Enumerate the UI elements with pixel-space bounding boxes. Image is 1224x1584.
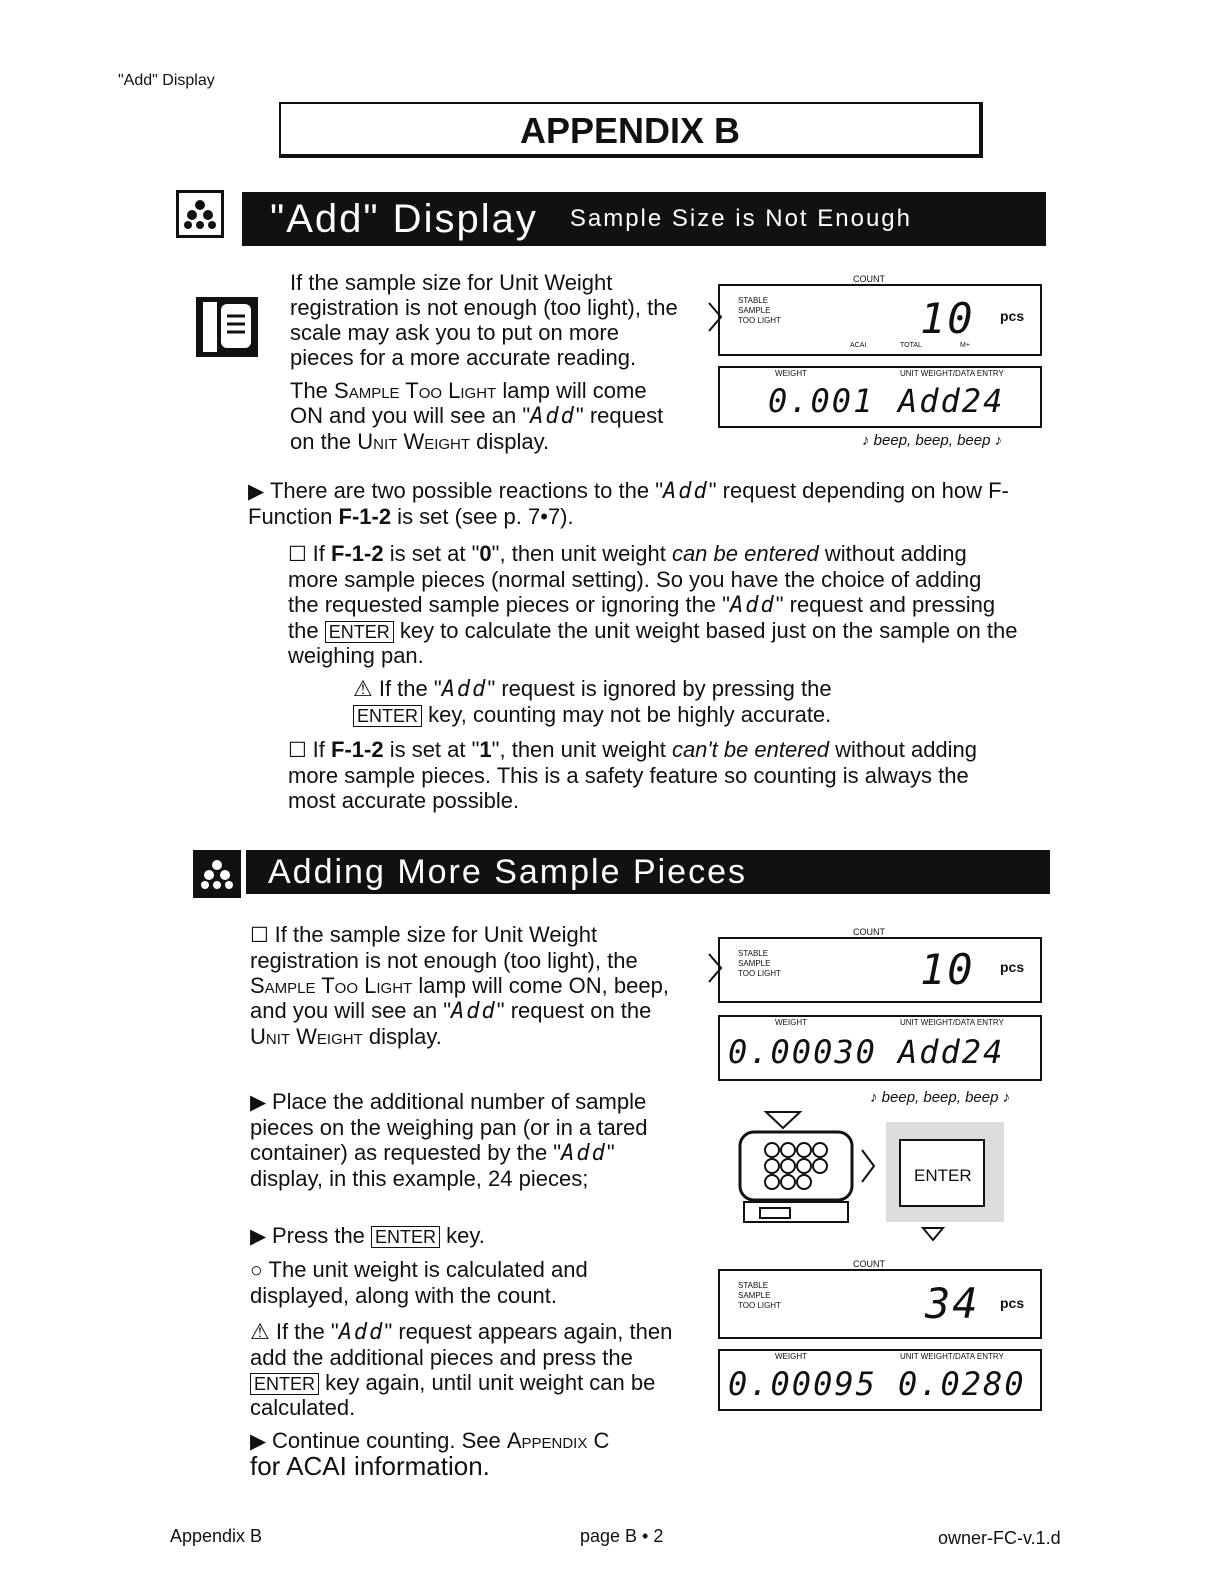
unit-weight-readout: Add24 (898, 382, 1005, 420)
intro-text (290, 270, 680, 454)
footer-page-number: page B • 2 (580, 1526, 664, 1546)
intro-paragraph-2: The Sample Too Light lamp will come ON and you will see an "Add" request on the Unit Weight display. (290, 378, 664, 454)
section-title: "Add" Display (270, 196, 538, 241)
weight-readout: 0.00095 (728, 1365, 877, 1403)
scale-display-3: COUNT STABLE SAMPLE TOO LIGHT 34 pcs WEIGHT UNIT WEIGHT/DATA ENTRY 0.00095 0.0280 (708, 1257, 1048, 1417)
step-4: ○ The unit weight is calculated and displayed, along with the count. (250, 1257, 588, 1308)
warning-paragraph: ⚠ If the "Add" request is ignored by pressing the ENTER key, counting may not be highly accurate. (353, 676, 832, 727)
section-banner-add-display (242, 192, 1046, 246)
scale-display-2: COUNT STABLE SAMPLE TOO LIGHT 10 pcs WEIGHT UNIT WEIGHT/DATA ENTRY 0.00030 Add24 ♪ beep, beep, beep ♪ (708, 925, 1048, 1115)
weight-readout: 0.00030 (728, 1033, 877, 1071)
scale-pan-icon (738, 1110, 1038, 1250)
step-1: ☐ If the sample size for Unit Weight registration is not enough (too light), the Sample Too Light lamp will come ON, beep, and you will see an "Add" request on the Unit Weight display. (250, 922, 669, 1049)
section-subtitle: Sample Size is Not Enough (569, 205, 913, 232)
running-head: "Add" Display (118, 72, 215, 89)
appendix-title: APPENDIX B (279, 102, 983, 158)
weight-readout: 0.001 (768, 382, 875, 420)
warning-icon: ⚠ (353, 676, 379, 701)
step-2: ▶ Place the additional number of sample pieces on the weighing pan (or in a tared container) as requested by the "Add" display, in this example, 24 pieces; (250, 1089, 648, 1191)
note-icon (195, 296, 259, 363)
footer-right: owner-FC-v.1.d (938, 1528, 1061, 1548)
step-6: ▶ Continue counting. See Appendix C for ACAI information. (250, 1428, 610, 1481)
count-readout: 10 (920, 294, 975, 343)
scale-illustration (738, 1110, 1038, 1250)
unit-weight-readout: 0.0280 (898, 1365, 1026, 1403)
section-dots-icon-2 (193, 850, 241, 898)
count-readout: 34 (925, 1279, 980, 1328)
scale-display-1: COUNT STABLE SAMPLE TOO LIGHT 10 pcs ACAI TOTAL M+ WEIGHT UNIT WEIGHT/DATA ENTRY 0.001 Add24 ♪ beep, beep, beep ♪ (708, 272, 1048, 462)
step-5: ⚠ If the "Add" request appears again, then add the additional pieces and press the ENTER key again, until unit weight can be calculated. (250, 1319, 673, 1420)
option-0-paragraph: ☐ If F-1-2 is set at "0", then unit weight can be entered without adding more sample pieces (normal setting). So you have the choice of adding the requested sample pieces or ignoring the "Add" request and pressing the ENTER key to calculate the unit weight based just on the sample on the weighing pan. (288, 541, 1018, 668)
count-readout: 10 (920, 945, 975, 994)
unit-weight-readout: Add24 (898, 1033, 1005, 1071)
beep-note: ♪ beep, beep, beep ♪ (870, 1089, 1011, 1106)
intro-paragraph-1: If the sample size for Unit Weight registration is not enough (too light), the scale may ask you to put on more pieces for a more accurate reading. (290, 270, 678, 370)
reactions-paragraph: ▶ There are two possible reactions to the "Add" request depending on how F-Function F-1-2 is set (see p. 7•7). (248, 478, 1009, 529)
section-dots-icon (176, 190, 224, 238)
section-banner-adding-more: Adding More Sample Pieces (246, 850, 1050, 894)
option-1-paragraph: ☐ If F-1-2 is set at "1", then unit weight can't be entered without adding more sample pieces. This is a safety feature so counting is always the most accurate possible. (288, 737, 978, 813)
step-3: ▶ Press the ENTER key. (250, 1223, 485, 1248)
footer-left: Appendix B (170, 1526, 263, 1546)
beep-note: ♪ beep, beep, beep ♪ (862, 432, 1003, 449)
enter-key-label: ENTER (914, 1166, 972, 1185)
